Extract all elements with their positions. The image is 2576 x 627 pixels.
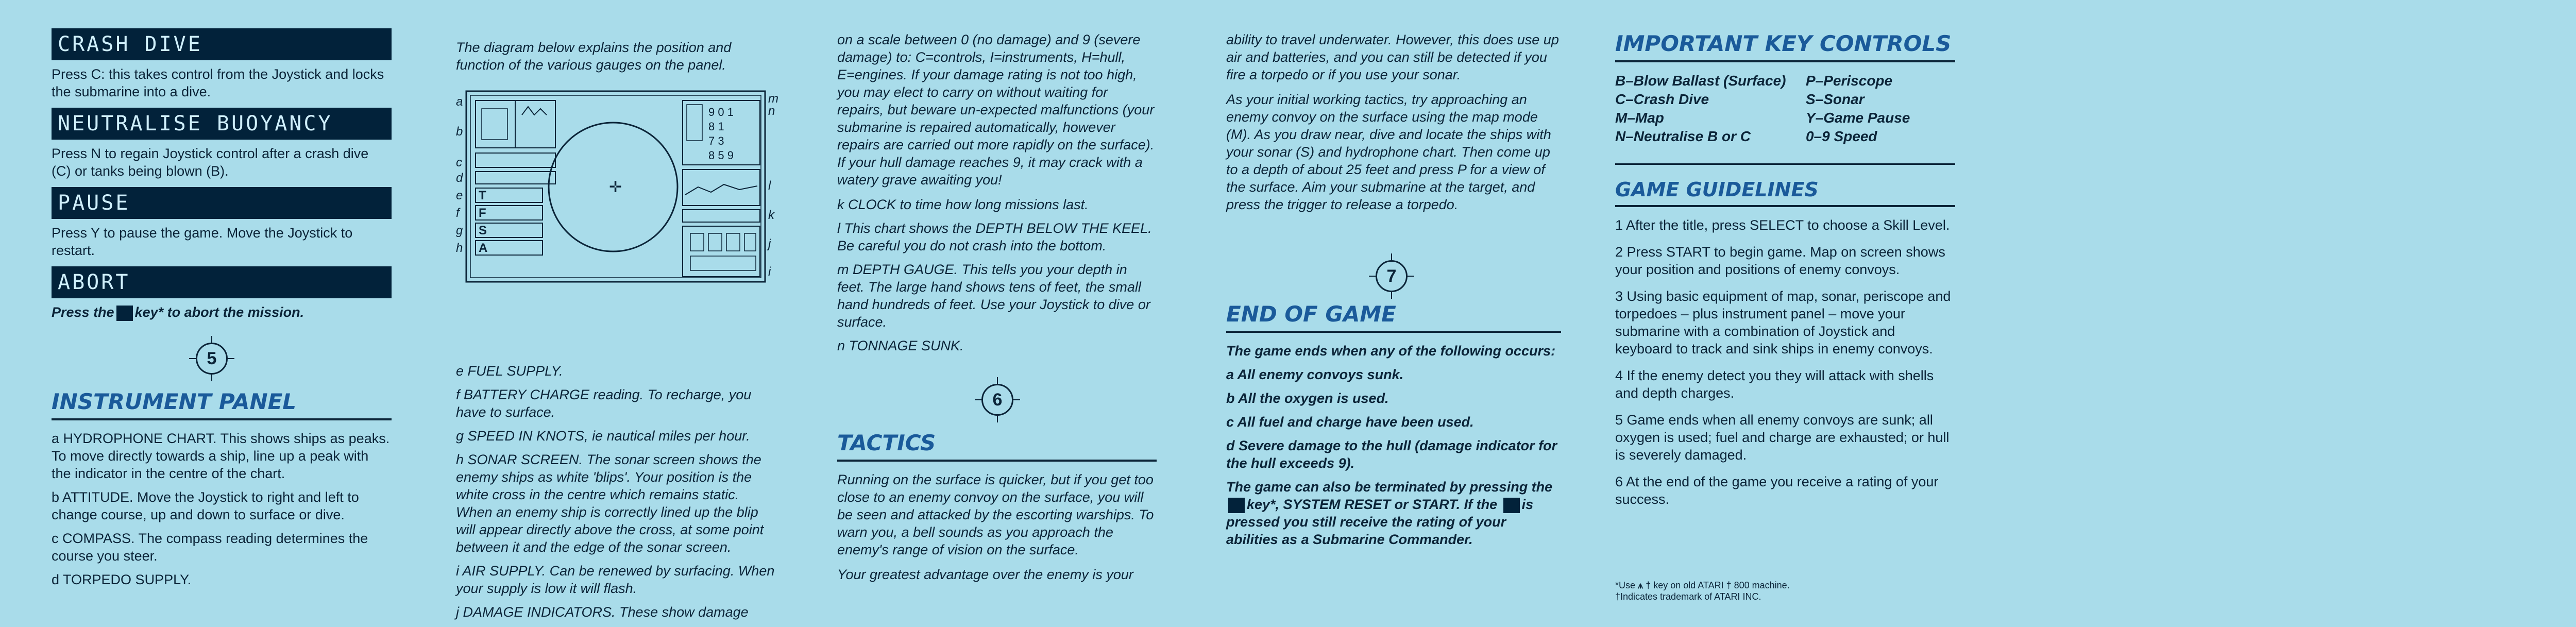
key-control-n: N–Neutralise B or C	[1615, 128, 1751, 144]
diagram-label-a: a	[456, 95, 463, 109]
tactics-heading: TACTICS	[837, 430, 1157, 462]
end-item-b: b All the oxygen is used.	[1226, 391, 1389, 406]
column-2	[456, 28, 778, 627]
footnote-1	[1615, 580, 1790, 591]
atari-key-icon	[1228, 498, 1245, 513]
key-control-speed: 0–9 Speed	[1806, 128, 1877, 144]
page-number-5	[196, 343, 228, 375]
page-number-7	[1376, 260, 1408, 292]
footnote-2: †Indicates trademark of ATARI INC.	[1615, 591, 1761, 602]
key-control-p: P–Periscope	[1806, 73, 1893, 89]
gauge-item-e: e FUEL SUPPLY.	[456, 363, 563, 379]
diagram-label-b: b	[456, 125, 463, 139]
abort-text-before: Press the	[52, 304, 114, 320]
column-1	[52, 28, 392, 587]
gauge-letter-s: S	[479, 224, 487, 238]
instrument-panel-diagram	[456, 84, 778, 290]
diagram-label-m: m	[768, 92, 778, 106]
gauge-item-h: h SONAR SCREEN. The sonar screen shows the enemy ships as white 'blips'. Your position is the white cross in the centre which remains static. When an enemy ship is correctly lined up the blip will appear directly above the cross, at some point between it and the edge of the sonar screen.	[456, 452, 764, 555]
damage-continuation: on a scale between 0 (no damage) and 9 (severe damage) to: C=controls, I=instruments, H=hull, E=engines. If your damage rating is not too high, you may elect to carry on without waiting for repairs, but beware un-expected malfunctions (your submarine is repaired automatically, however repairs are carried out more rapidly on the surface). If your hull damage reaches 9, it may crack with a watery grave awaiting you!	[837, 32, 1155, 188]
column-4	[1226, 28, 1561, 547]
instrument-item-d: d TORPEDO SUPPLY.	[52, 572, 192, 587]
terminate-text	[1226, 478, 1561, 548]
end-of-game-heading: END OF GAME	[1226, 301, 1561, 333]
diagram-label-d: d	[456, 171, 463, 185]
terminate-text-3: is pressed you still receive the rating of your abilities as a Submarine Commander.	[1226, 497, 1534, 547]
gauge-item-k: k CLOCK to time how long missions last.	[837, 197, 1089, 212]
page-number-label: 5	[196, 343, 228, 375]
gauge-item-f: f BATTERY CHARGE reading. To recharge, you have to surface.	[456, 387, 752, 420]
diagram-label-k: k	[768, 208, 774, 222]
gauge-list	[456, 362, 775, 621]
sonar-cross-icon: ✛	[609, 179, 622, 196]
page-number-label: 6	[981, 384, 1013, 416]
column-3	[837, 28, 1157, 582]
guideline-5: 5 Game ends when all enemy convoys are sunk; all oxygen is used; fuel and charge are exhausted; or hull is severely damaged.	[1615, 412, 1950, 463]
guideline-2: 2 Press START to begin game. Map on screen shows your position and positions of enemy convoys.	[1615, 244, 1945, 277]
tactics-section	[837, 430, 1157, 583]
instrument-item-b: b ATTITUDE. Move the Joystick to right and left to change course, up and down to surface or dive.	[52, 489, 359, 522]
key-control-y: Y–Game Pause	[1806, 110, 1910, 126]
guideline-4: 4 If the enemy detect you they will attack with shells and depth charges.	[1615, 368, 1934, 401]
guideline-3: 3 Using basic equipment of map, sonar, periscope and torpedoes – plus instrument panel – move your submarine with a combination of Joystick and keyboard to track and sink ships in enemy convoys.	[1615, 289, 1951, 357]
end-of-game-intro: The game ends when any of the following occurs:	[1226, 343, 1556, 359]
tactics-p2: Your greatest advantage over the enemy is your	[837, 567, 1133, 582]
instrument-panel-heading: INSTRUMENT PANEL	[52, 389, 392, 420]
gauge-letter-t: T	[479, 189, 486, 202]
guidelines-heading: GAME GUIDELINES	[1615, 178, 1955, 207]
diagram-label-j: j	[768, 237, 771, 251]
gauge-item-n: n TONNAGE SUNK.	[837, 338, 964, 353]
digits-row-4: 8 5 9	[708, 149, 734, 162]
diagram-label-n: n	[768, 104, 775, 118]
gauge-letter-f: F	[479, 206, 486, 220]
neutralise-text: Press N to regain Joystick control after a crash dive (C) or tanks being blown (B).	[52, 146, 369, 179]
instrument-panel-section	[52, 389, 392, 595]
digits-row-2: 8 1	[708, 120, 724, 133]
pause-title: PAUSE	[52, 187, 392, 219]
guideline-6: 6 At the end of the game you receive a rating of your success.	[1615, 474, 1939, 507]
diagram-label-i: i	[768, 265, 771, 279]
key-control-c: C–Crash Dive	[1615, 91, 1709, 107]
guideline-1: 1 After the title, press SELECT to choose a Skill Level.	[1615, 217, 1950, 233]
atari-key-icon	[116, 306, 133, 321]
pause-text: Press Y to pause the game. Move the Joystick to restart.	[52, 225, 353, 258]
key-controls-heading: IMPORTANT KEY CONTROLS	[1615, 31, 1955, 62]
end-of-game-section	[1226, 301, 1561, 548]
footnotes	[1615, 580, 1790, 602]
tactics-p4: As your initial working tactics, try approaching an enemy convoy on the surface using the map mode (M). As you draw near, dive and locate the ships with your sonar (S) and hydrophone chart. Then come up to a depth of about 25 feet and press P for a view of the surface. Aim your submarine at the target, and press the trigger to release a torpedo.	[1226, 92, 1551, 212]
end-item-d: d Severe damage to the hull (damage indicator for the hull exceeds 9).	[1226, 438, 1557, 471]
tactics-p3: ability to travel underwater. However, this does use up air and batteries, and you can still be detected if you fire a torpedo or if you use your sonar.	[1226, 32, 1559, 82]
diagram-label-f: f	[456, 206, 460, 220]
terminate-text-2: key*, SYSTEM RESET or START. If the	[1247, 497, 1498, 512]
digits-row-1: 9 0 1	[708, 106, 734, 118]
gauge-item-i: i AIR SUPPLY. Can be renewed by surfacing. When your supply is low it will flash.	[456, 563, 775, 596]
footnote-1-b: † key on old ATARI † 800 machine.	[1646, 580, 1790, 590]
diagram-label-h: h	[456, 241, 463, 255]
gauge-letter-a: A	[479, 241, 488, 255]
diagram-label-g: g	[456, 224, 463, 238]
tactics-p1: Running on the surface is quicker, but if you get too close to an enemy convoy on the surface, you will be seen and attacked by the escorting warships. To warn you, a bell sounds as you approach the enemy's range of vision on the surface.	[837, 472, 1154, 557]
instrument-item-c: c COMPASS. The compass reading determines the course you steer.	[52, 531, 368, 564]
diagram-label-c: c	[456, 156, 462, 170]
gauge-group	[476, 188, 543, 255]
key-control-b: B–Blow Ballast (Surface)	[1615, 73, 1786, 89]
key-control-m: M–Map	[1615, 110, 1664, 126]
atari-logo-icon: ⩚	[1638, 580, 1643, 590]
end-item-a: a All enemy convoys sunk.	[1226, 367, 1404, 382]
crash-dive-title: CRASH DIVE	[52, 28, 392, 60]
diagram-intro: The diagram below explains the position and function of the various gauges on the panel.	[456, 40, 732, 73]
digits-row-3: 7 3	[708, 134, 724, 147]
gauge-item-j: j DAMAGE INDICATORS. These show damage	[456, 604, 749, 620]
gauge-item-l: l This chart shows the DEPTH BELOW THE KEEL. Be careful you do not crash into the bottom.	[837, 221, 1152, 253]
abort-text-after: key* to abort the mission.	[134, 304, 304, 320]
key-control-s: S–Sonar	[1806, 91, 1865, 107]
end-item-c: c All fuel and charge have been used.	[1226, 414, 1474, 430]
diagram-label-l: l	[768, 179, 771, 193]
gauge-item-g: g SPEED IN KNOTS, ie nautical miles per hour.	[456, 428, 750, 444]
page-number-label: 7	[1376, 260, 1408, 292]
abort-text	[52, 303, 392, 321]
page-number-6	[981, 384, 1013, 416]
instrument-item-a: a HYDROPHONE CHART. This shows ships as peaks. To move directly towards a ship, line up a peak with the indicator in the centre of the chart.	[52, 431, 390, 481]
terminate-text-1: The game can also be terminated by pressing the	[1226, 479, 1553, 495]
abort-title: ABORT	[52, 266, 392, 298]
diagram-label-e: e	[456, 189, 463, 202]
crash-dive-text: Press C: this takes control from the Joystick and locks the submarine into a dive.	[52, 66, 384, 99]
key-controls-grid	[1615, 72, 1955, 146]
footnote-1-a: *Use	[1615, 580, 1636, 590]
neutralise-title: NEUTRALISE BUOYANCY	[52, 108, 392, 140]
atari-key-icon	[1503, 498, 1520, 513]
gauge-item-m: m DEPTH GAUGE. This tells you your depth in feet. The large hand shows tens of feet, the small hand hundreds of feet. Use your Joystick to dive or surface.	[837, 262, 1150, 330]
column-5	[1615, 28, 1955, 602]
